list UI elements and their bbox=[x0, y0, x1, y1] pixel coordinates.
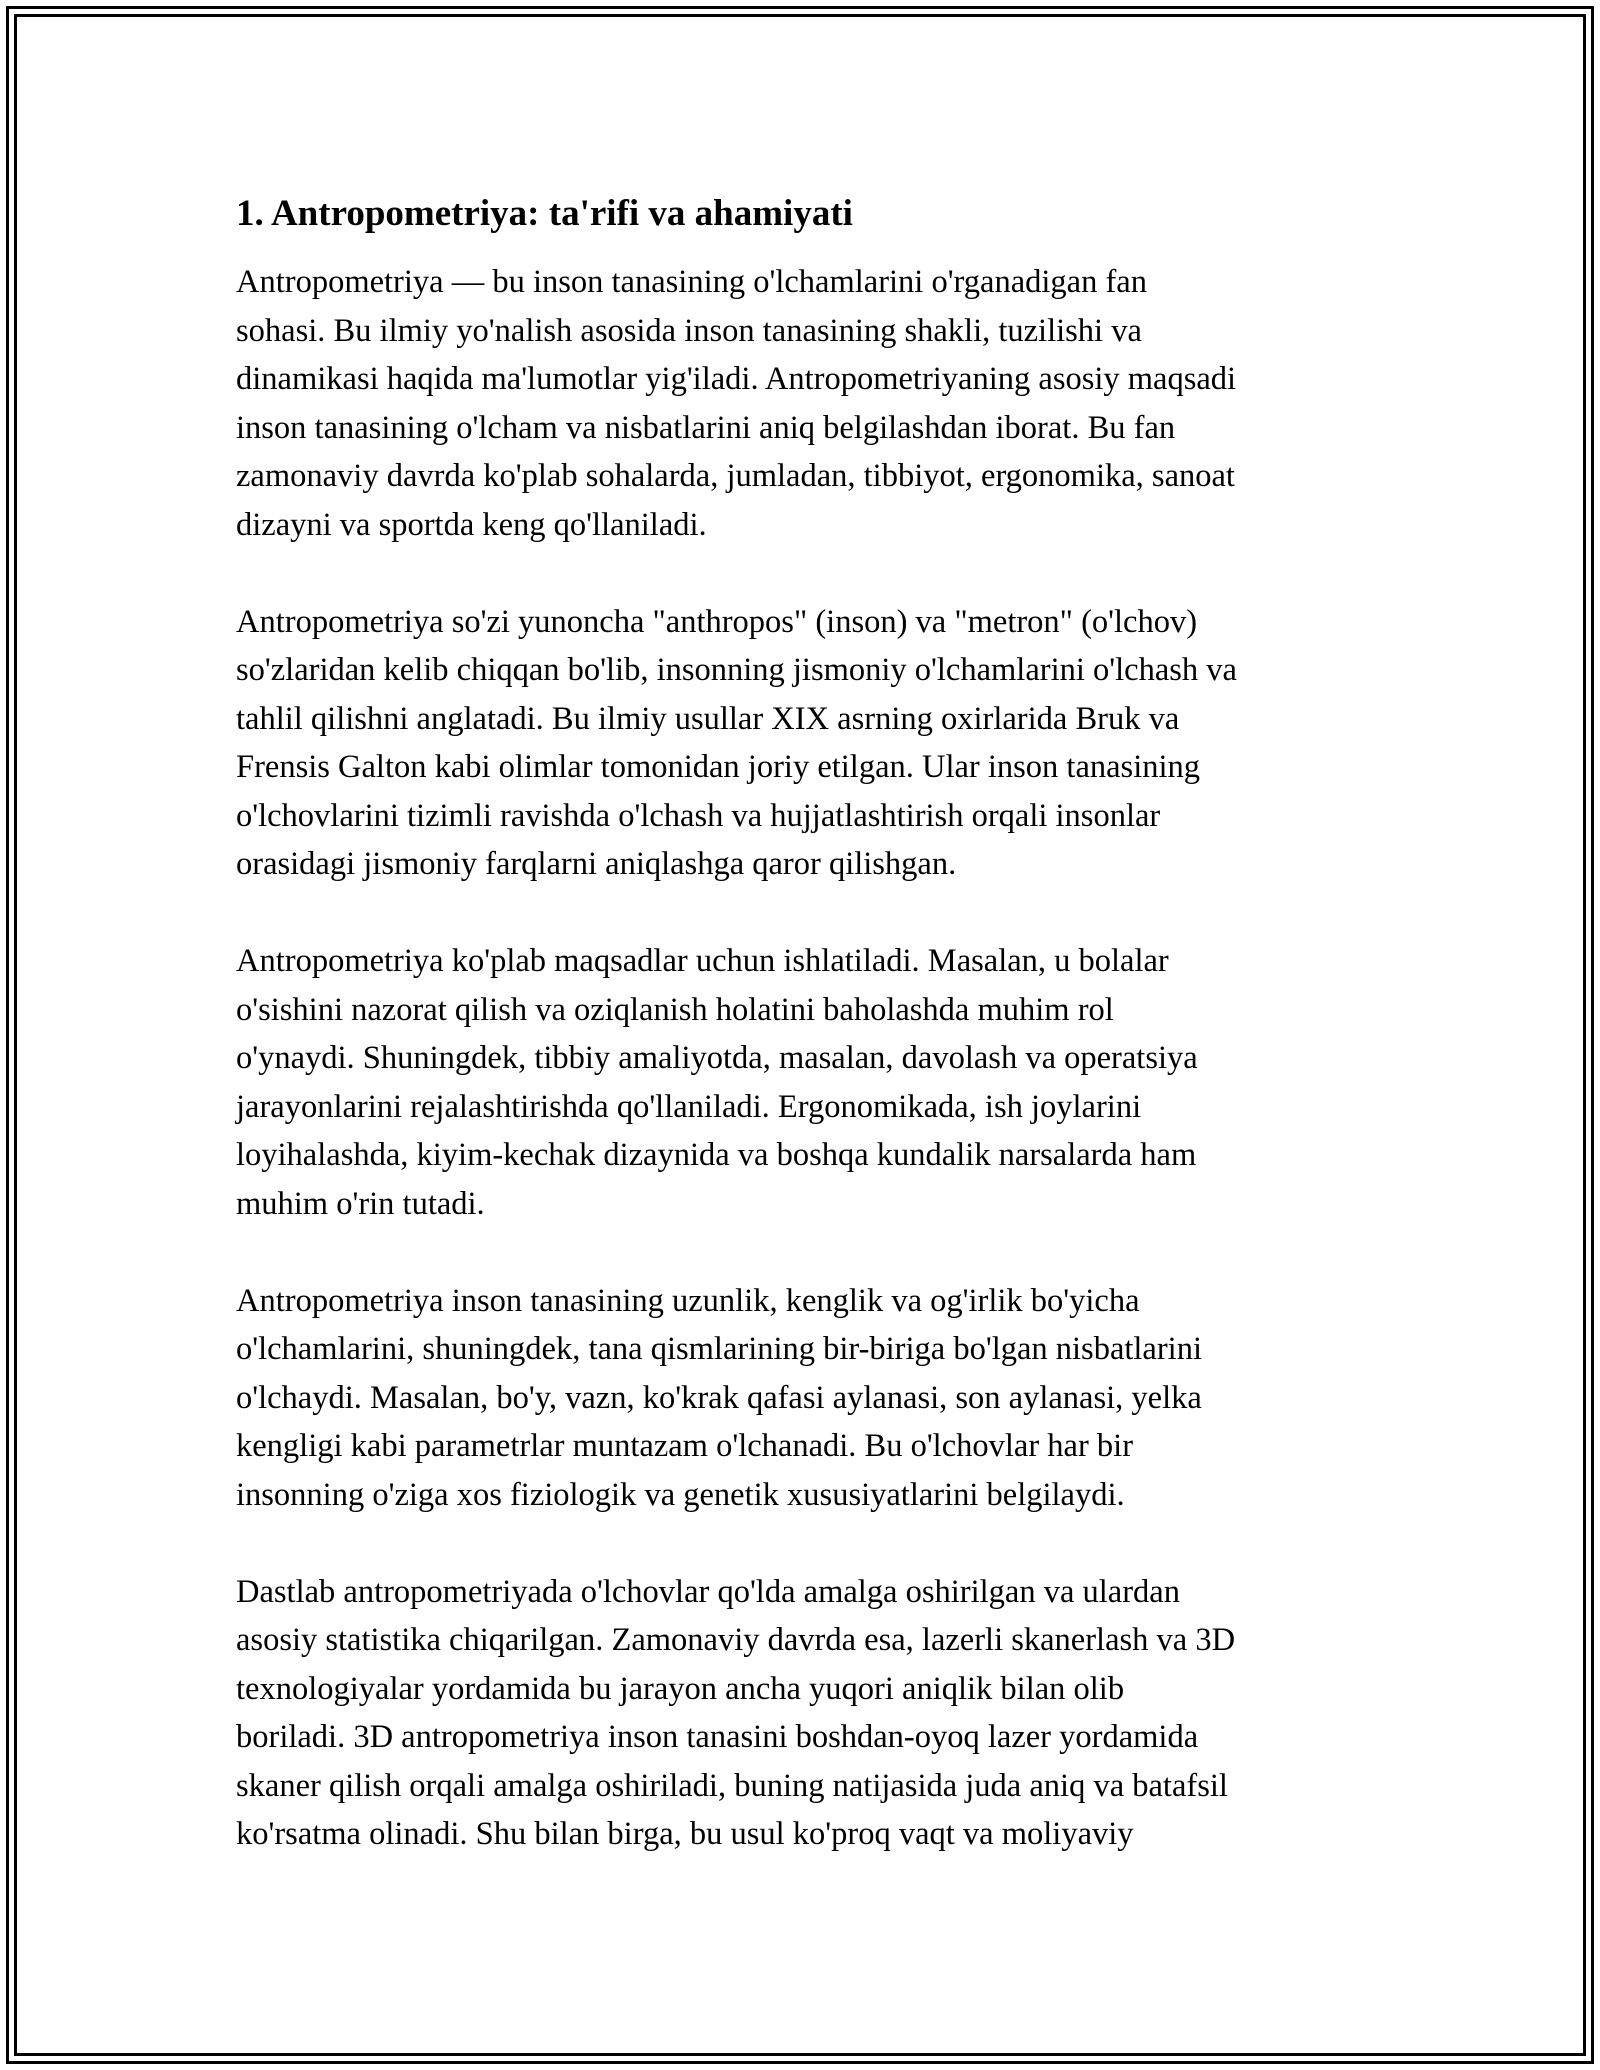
section-heading: 1. Antropometriya: ta'rifi va ahamiyati bbox=[236, 193, 853, 234]
document-body bbox=[236, 188, 1386, 1907]
text-line: asosiy statistika chiqarilgan. Zamonaviy davrda esa, lazerli skanerlash va 3D bbox=[236, 1622, 1236, 1658]
text-line: o'sishini nazorat qilish va oziqlanish holatini baholashda muhim rol bbox=[236, 991, 1114, 1028]
text-line: o'lchamlarini, shuningdek, tana qismlarining bir-biriga bo'lgan nisbatlarini bbox=[236, 1331, 1202, 1367]
text-line: so'zlaridan kelib chiqqan bo'lib, insonning jismoniy o'lchamlarini o'lchash va bbox=[236, 652, 1237, 688]
paragraph-3 bbox=[236, 937, 1386, 1228]
paragraph-4 bbox=[236, 1277, 1386, 1520]
text-line: o'lchovlarini tizimli ravishda o'lchash va hujjatlashtirish orqali insonlar bbox=[236, 797, 1161, 834]
text-line: o'ynaydi. Shuningdek, tibbiy amaliyotda, masalan, davolash va operatsiya bbox=[236, 1040, 1198, 1076]
text-line: texnologiyalar yordamida bu jarayon ancha yuqori aniqlik bilan olib bbox=[236, 1670, 1125, 1707]
text-line: inson tanasining o'lcham va nisbatlarini aniq belgilashdan iborat. Bu fan bbox=[236, 409, 1176, 446]
text-line: loyihalashda, kiyim-kechak dizaynida va boshqa kundalik narsalarda ham bbox=[236, 1137, 1197, 1173]
text-line: jarayonlarini rejalashtirishda qo'llaniladi. Ergonomikada, ish joylarini bbox=[236, 1088, 1142, 1125]
text-line: Antropometriya so'zi yunoncha "anthropos" (inson) va "metron" (o'lchov) bbox=[236, 603, 1198, 640]
text-line: kengligi kabi parametrlar muntazam o'lchanadi. Bu o'lchovlar har bir bbox=[236, 1428, 1134, 1464]
text-line: boriladi. 3D antropometriya inson tanasini boshdan-oyoq lazer yordamida bbox=[236, 1719, 1199, 1755]
text-line: dinamikasi haqida ma'lumotlar yig'iladi. Antropometriyaning asosiy maqsadi bbox=[236, 361, 1237, 397]
text-line: sohasi. Bu ilmiy yo'nalish asosida inson tanasining shakli, tuzilishi va bbox=[236, 312, 1142, 349]
text-line: dizayni va sportda keng qo'llaniladi. bbox=[236, 506, 707, 543]
text-line: Dastlab antropometriyada o'lchovlar qo'lda amalga oshirilgan va ulardan bbox=[236, 1573, 1180, 1610]
paragraph-5 bbox=[236, 1568, 1386, 1859]
text-line: Antropometriya ko'plab maqsadlar uchun ishlatiladi. Masalan, u bolalar bbox=[236, 943, 1169, 979]
text-line: Antropometriya — bu inson tanasining o'lchamlarini o'rganadigan fan bbox=[236, 264, 1147, 300]
text-line: insonning o'ziga xos fiziologik va genetik xususiyatlarini belgilaydi. bbox=[236, 1476, 1125, 1513]
text-line: orasidagi jismoniy farqlarni aniqlashga qaror qilishgan. bbox=[236, 846, 957, 882]
text-line: tahlil qilishni anglatadi. Bu ilmiy usullar XIX asrning oxirlarida Bruk va bbox=[236, 700, 1180, 737]
text-line: zamonaviy davrda ko'plab sohalarda, jumladan, tibbiyot, ergonomika, sanoat bbox=[236, 458, 1235, 494]
text-line: Frensis Galton kabi olimlar tomonidan joriy etilgan. Ular inson tanasining bbox=[236, 749, 1201, 785]
text-line: o'lchaydi. Masalan, bo'y, vazn, ko'krak qafasi aylanasi, son aylanasi, yelka bbox=[236, 1379, 1202, 1416]
text-line: Antropometriya inson tanasining uzunlik, kenglik va og'irlik bo'yicha bbox=[236, 1282, 1140, 1319]
paragraph-1 bbox=[236, 258, 1386, 549]
text-line: skaner qilish orqali amalga oshiriladi, buning natijasida juda aniq va batafsil bbox=[236, 1767, 1228, 1804]
text-line: muhim o'rin tutadi. bbox=[236, 1185, 485, 1222]
paragraph-2 bbox=[236, 598, 1386, 889]
text-line: ko'rsatma olinadi. Shu bilan birga, bu usul ko'proq vaqt va moliyaviy bbox=[236, 1816, 1134, 1852]
